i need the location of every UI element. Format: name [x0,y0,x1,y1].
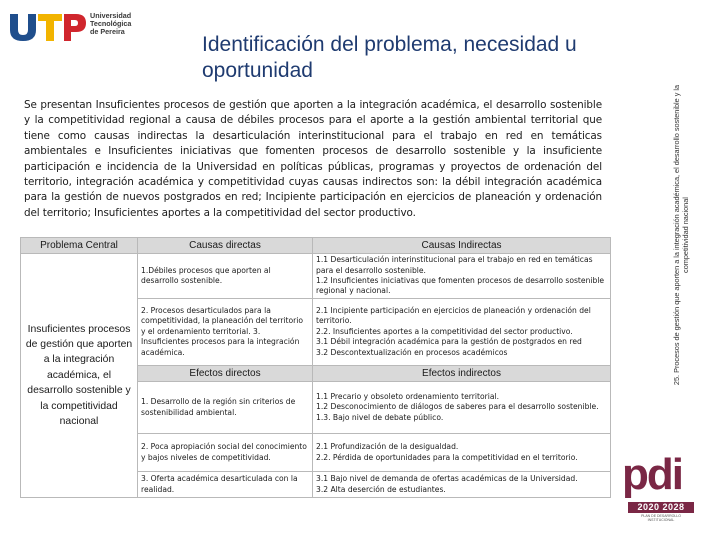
header-indirect-effects: Efectos indirectos [313,366,611,382]
pdi-years: 2020 2028 [628,502,694,513]
indirect-effect: 3.1 Bajo nivel de demanda de ofertas académicas de la Universidad. [316,474,578,484]
utp-logo-text [90,12,131,36]
indirect-cause: 2.1 Incipiente participación en ejercicios de planeación y ordenación del territorio. [316,305,591,326]
indirect-effect: 2.2. Pérdida de oportunidades para la competitividad en el territorio. [316,452,578,462]
direct-effect: 2. Poca apropiación social del conocimiento y bajos niveles de competitividad. [138,434,313,472]
indirect-effect: 2.1 Profundización de la desigualdad. [316,442,459,452]
indirect-cause: 1.1 Desarticulación interinstitucional para el trabajo en red en temáticas para el desarrollo sostenible. [316,255,593,275]
logo-line: Tecnológica [90,19,132,28]
pdi-logo-mark: pdi [622,450,682,499]
direct-effect: 1. Desarrollo de la región sin criterios de sostenibilidad ambiental. [138,382,313,434]
header-direct-causes: Causas directas [138,238,313,254]
side-note: 25. Procesos de gestión que aporten a la integración académica, el desarrollo sostenible y la competitividad nacional [672,84,690,386]
central-problem: Insuficientes procesos de gestión que aporten a la integración académica, el desarrollo sostenible y la competitividad nacional [21,254,138,498]
indirect-cause: 3.1 Débil integración académica para la gestión de postgrados en red [316,337,582,347]
header-problem: Problema Central [21,238,138,254]
indirect-effect-cell [313,382,611,434]
indirect-cause-cell [313,254,611,299]
indirect-effect: 1.2 Desconocimiento de diálogos de saberes para el desarrollo sostenible. [316,402,599,412]
header-indirect-causes: Causas Indirectas [313,238,611,254]
pdi-logo [622,450,698,525]
indirect-effect: 1.3. Bajo nivel de debate público. [316,412,444,422]
indirect-cause: 2.2. Insuficientes aportes a la competitividad del sector productivo. [316,326,573,336]
direct-effect: 3. Oferta académica desarticulada con la realidad. [138,472,313,498]
indirect-effect-cell [313,434,611,472]
direct-cause: 2. Procesos desarticulados para la competitividad, la planeación del territorio y el ordenamiento territorial. 3. Insuficientes procesos para la integración académica. [138,299,313,366]
utp-logo-mark [8,10,88,42]
pdi-tagline: PLAN DE DESARROLLO INSTITUCIONAL [641,514,681,522]
indirect-effect-cell [313,472,611,498]
logo-line: Universidad [90,11,132,20]
problem-tree-table [20,237,611,498]
logo-line: de Pereira [90,27,125,36]
intro-paragraph: Se presentan Insuficientes procesos de gestión que aporten a la integración académica, el desarrollo sostenible y la competitividad regional a causa de débiles procesos para el aporte a la gestión ambiental territorial que tiene como causas indirectas la desarticulación interinstitucional para el trabajo en red en temáticas ambientales e Insuficientes iniciativas que fomenten procesos de desarrollo sostenible y la insuficiente participación e incidencia de la Universidad en políticas públicas, programas y proyectos de ordenación del territorio, integración académica y competitividad cuyas causas indirectos son: la débil integración académica para la gestión de nuevos postgrados en red; Incipiente participación en ejercicios de planeación y ordenación del territorio; Insuficientes aportes a la competitividad del sector productivo. [24,99,602,219]
direct-cause: 1.Débiles procesos que aporten al desarrollo sostenible. [138,254,313,299]
utp-logo [8,6,158,46]
indirect-effect: 1.1 Precario y obsoleto ordenamiento territorial. [316,391,500,401]
header-direct-effects: Efectos directos [138,366,313,382]
indirect-effect: 3.2 Alta deserción de estudiantes. [316,484,446,494]
indirect-cause-cell [313,299,611,366]
indirect-cause: 3.2 Descontextualización en procesos académicos [316,347,508,357]
page-title: Identificación del problema, necesidad u oportunidad [202,33,577,82]
indirect-cause: 1.2 Insuficientes iniciativas que fomenten procesos de desarrollo sostenible regional y nacional. [316,276,605,296]
